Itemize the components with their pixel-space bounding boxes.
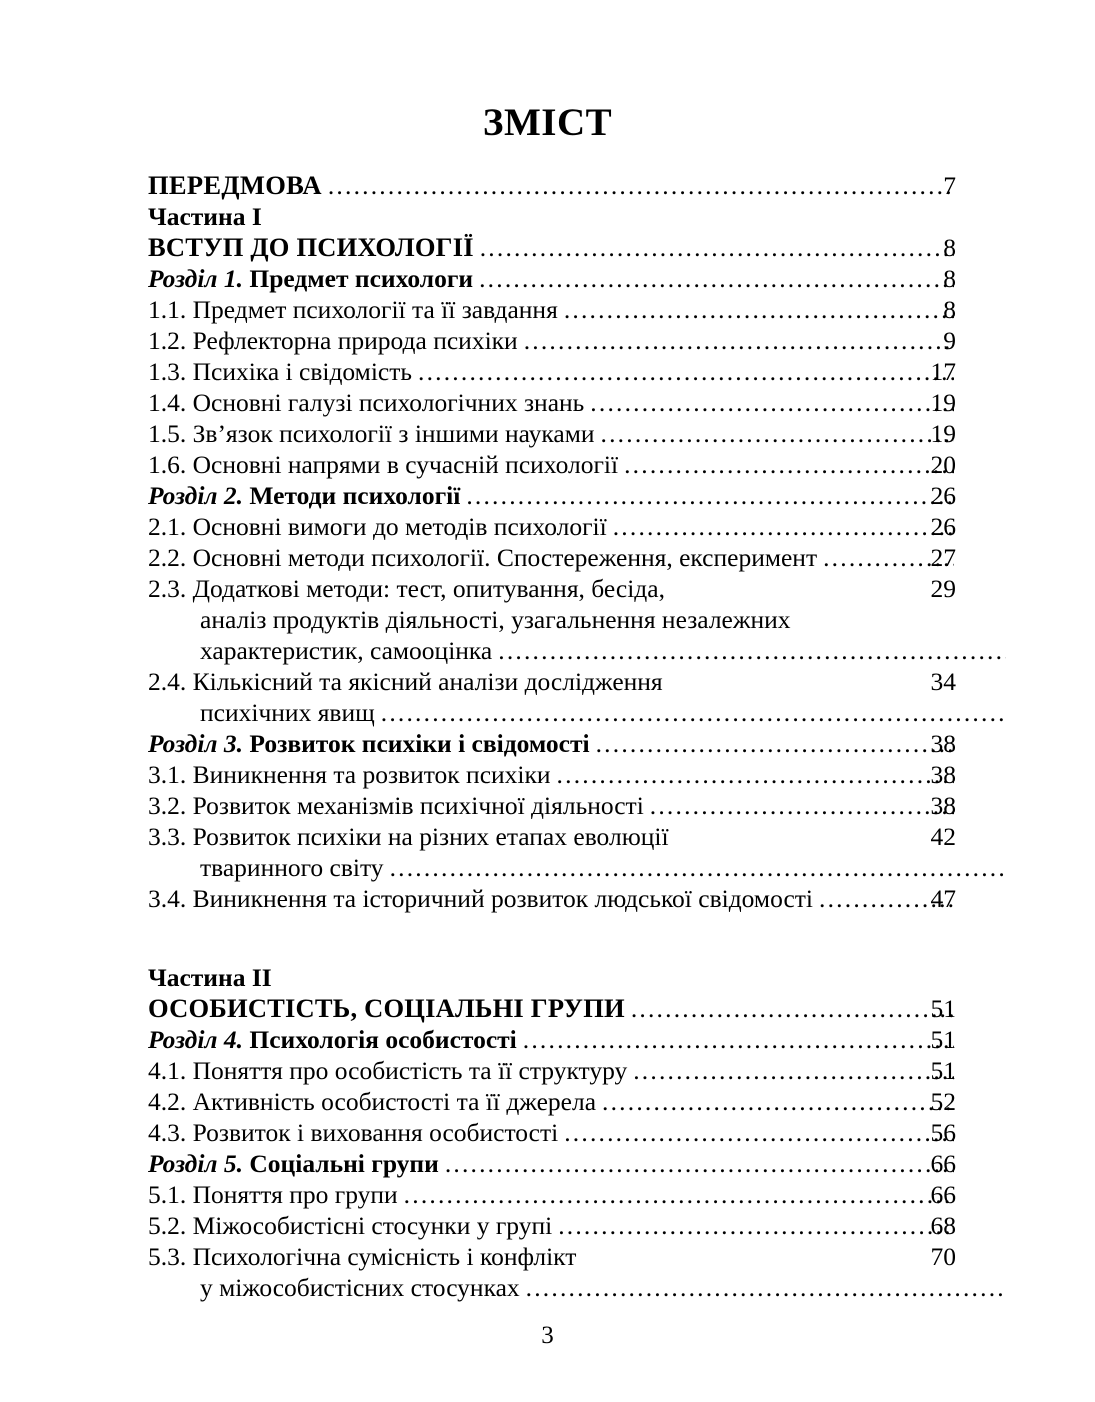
toc-leader-row (148, 542, 956, 573)
toc-leader-row (148, 232, 956, 263)
toc-leader-row (148, 418, 956, 449)
toc-entry-label: Розділ 1. Предмет психологи (148, 264, 474, 293)
toc-part-label: Частина I (148, 202, 262, 231)
toc-entry-label: 4.1. Поняття про особистість та її структуру (148, 1056, 628, 1085)
toc-entry-section[interactable] (148, 449, 956, 480)
toc-entry-page-number: 51 (930, 1056, 956, 1085)
toc-entry-page-number: 19 (930, 388, 956, 417)
toc-entry-page-number: 42 (930, 822, 956, 851)
toc-entry-section[interactable] (148, 294, 956, 325)
toc-entry-page-number: 38 (930, 760, 956, 789)
toc-entry-section[interactable] (148, 759, 956, 790)
toc-entry-page-number: 47 (930, 884, 956, 913)
toc-entry-section[interactable] (148, 325, 956, 356)
toc-leader-row (148, 1055, 956, 1086)
toc-entry-page-number: 9 (943, 326, 956, 355)
toc-leader-row (148, 449, 956, 480)
toc-entry-label: 2.1. Основні вимоги до методів психології (148, 512, 607, 541)
toc-entry-list (148, 170, 956, 1303)
toc-leader-row (148, 1024, 956, 1055)
toc-entry-page-number: 20 (930, 450, 956, 479)
toc-entry-page-number: 38 (930, 729, 956, 758)
toc-entry-page-number: 27 (930, 543, 956, 572)
toc-entry-label: 1.4. Основні галузі психологічних знань (148, 388, 585, 417)
toc-entry-chapter[interactable] (148, 1148, 956, 1179)
toc-entry-page-number: 51 (930, 1025, 956, 1054)
section-spacer (148, 914, 956, 962)
toc-entry-section[interactable] (148, 1086, 956, 1117)
toc-entry-label: 3.2. Розвиток механізмів психічної діяльності (148, 791, 644, 820)
toc-entry-label: 2.4. Кількісний та якісний аналізи дослідження (148, 667, 663, 696)
toc-entry-section[interactable] (148, 511, 956, 542)
chapter-number-prefix: Розділ 1. (148, 264, 244, 293)
toc-entry-section[interactable] (148, 418, 956, 449)
toc-entry-section[interactable] (148, 356, 956, 387)
toc-entry-page-number: 26 (930, 512, 956, 541)
toc-entry-label: аналіз продуктів діяльності, узагальнення незалежних (200, 605, 791, 634)
toc-leader-row (148, 1179, 956, 1210)
toc-entry-label: Розділ 4. Психологія особистості (148, 1025, 517, 1054)
toc-entry-label: 1.3. Психіка і свідомість (148, 357, 412, 386)
toc-entry-chapter[interactable] (148, 480, 956, 511)
chapter-number-prefix: Розділ 5. (148, 1149, 244, 1178)
toc-entry-label: Розділ 5. Соціальні групи (148, 1149, 439, 1178)
toc-entry-page-number: 17 (930, 357, 956, 386)
toc-leader-row (148, 325, 956, 356)
toc-leader-row (148, 511, 956, 542)
toc-entry-label: 1.1. Предмет психології та її завдання (148, 295, 558, 324)
toc-entry-page-number: 29 (930, 574, 956, 603)
toc-entry-section[interactable] (148, 1117, 956, 1148)
toc-entry-label: 4.3. Розвиток і виховання особистості (148, 1118, 559, 1147)
toc-entry-part-title[interactable] (148, 993, 956, 1024)
toc-entry-label: психічних явищ (200, 698, 375, 727)
toc-entry-section[interactable] (148, 1055, 956, 1086)
toc-entry-page-number: 52 (930, 1087, 956, 1116)
toc-entry-label: Розділ 2. Методи психології (148, 481, 461, 510)
toc-leader-row (148, 759, 956, 790)
toc-entry-label: 1.2. Рефлекторна природа психіки (148, 326, 518, 355)
toc-leader-row (148, 1210, 956, 1241)
toc-entry-page-number: 19 (930, 419, 956, 448)
toc-leader-row (148, 883, 956, 914)
toc-entry-section[interactable] (148, 883, 956, 914)
toc-entry-chapter[interactable] (148, 728, 956, 759)
toc-entry-section[interactable] (148, 387, 956, 418)
toc-entry-preface[interactable] (148, 170, 956, 201)
toc-entry-section[interactable] (148, 790, 956, 821)
toc-entry-section[interactable] (148, 1179, 956, 1210)
toc-leader-row (148, 294, 956, 325)
toc-entry-page-number: 66 (930, 1180, 956, 1209)
toc-leader-row (148, 480, 956, 511)
toc-leader-row (148, 1086, 956, 1117)
toc-entry-section[interactable] (148, 1210, 956, 1241)
toc-entry-section[interactable] (148, 821, 956, 883)
toc-entry-page-number: 34 (930, 667, 956, 696)
toc-entry-section[interactable] (148, 542, 956, 573)
toc-leader-row (148, 790, 956, 821)
toc-entry-section[interactable] (148, 666, 956, 728)
toc-leader-row (148, 1117, 956, 1148)
toc-entry-page-number: 70 (930, 1242, 956, 1271)
toc-entry-part-title[interactable] (148, 232, 956, 263)
toc-entry-page-number: 8 (943, 233, 956, 262)
toc-entry-page-number: 38 (930, 791, 956, 820)
toc-entry-label: ОСОБИСТІСТЬ, СОЦІАЛЬНІ ГРУПИ (148, 993, 625, 1023)
page-title: ЗМІСТ (482, 101, 613, 144)
toc-entry-label: 1.6. Основні напрями в сучасній психології (148, 450, 619, 479)
toc-entry-label: 5.1. Поняття про групи (148, 1180, 398, 1209)
toc-part-label: Частина II (148, 963, 272, 992)
toc-entry-label: ПЕРЕДМОВА (148, 170, 322, 200)
toc-entry-chapter[interactable] (148, 263, 956, 294)
toc-leader-row (148, 356, 956, 387)
toc-entry-label: 3.3. Розвиток психіки на різних етапах еволюції (148, 822, 669, 851)
toc-entry-label: характеристик, самооцінка (200, 636, 493, 665)
toc-leader-row (148, 993, 956, 1024)
toc-entry-page-number: 66 (930, 1149, 956, 1178)
chapter-number-prefix: Розділ 2. (148, 481, 244, 510)
toc-leader-row (148, 1148, 956, 1179)
toc-entry-label: 1.5. Зв’язок психології з іншими науками (148, 419, 595, 448)
toc-entry-label: 2.3. Додаткові методи: тест, опитування, бесіда, (148, 574, 665, 603)
toc-entry-label: ВСТУП ДО ПСИХОЛОГІЇ (148, 232, 474, 262)
toc-entry-page-number: 26 (930, 481, 956, 510)
toc-entry-section[interactable] (148, 573, 956, 666)
page-number: 3 (541, 1322, 554, 1349)
toc-entry-chapter[interactable] (148, 1024, 956, 1055)
toc-entry-section[interactable] (148, 1241, 956, 1303)
toc-entry-label: 3.4. Виникнення та історичний розвиток людської свідомості (148, 884, 814, 913)
toc-entry-label: у міжособистісних стосунках (200, 1273, 520, 1302)
toc-leader-row (148, 387, 956, 418)
toc-entry-label: 5.2. Міжособистісні стосунки у групі (148, 1211, 553, 1240)
toc-leader-row (148, 170, 956, 201)
toc-entry-label: 5.3. Психологічна сумісність і конфлікт (148, 1242, 577, 1271)
toc-entry-label: 4.2. Активність особистості та її джерела (148, 1087, 597, 1116)
toc-entry-label: Розділ 3. Розвиток психіки і свідомості (148, 729, 590, 758)
toc-leader-row (148, 728, 956, 759)
toc-leader-row (148, 263, 956, 294)
toc-entry-label: 3.1. Виникнення та розвиток психіки (148, 760, 551, 789)
toc-entry-page-number: 51 (930, 994, 956, 1023)
toc-entry-page-number: 7 (943, 171, 956, 200)
chapter-number-prefix: Розділ 4. (148, 1025, 244, 1054)
toc-entry-page-number: 56 (930, 1118, 956, 1147)
toc-entry-page-number: 8 (943, 295, 956, 324)
toc-entry-page-number: 68 (930, 1211, 956, 1240)
toc-entry-label: тваринного світу (200, 853, 384, 882)
toc-entry-label: 2.2. Основні методи психології. Спостереження, експеримент (148, 543, 818, 572)
chapter-number-prefix: Розділ 3. (148, 729, 244, 758)
toc-entry-page-number: 8 (943, 264, 956, 293)
